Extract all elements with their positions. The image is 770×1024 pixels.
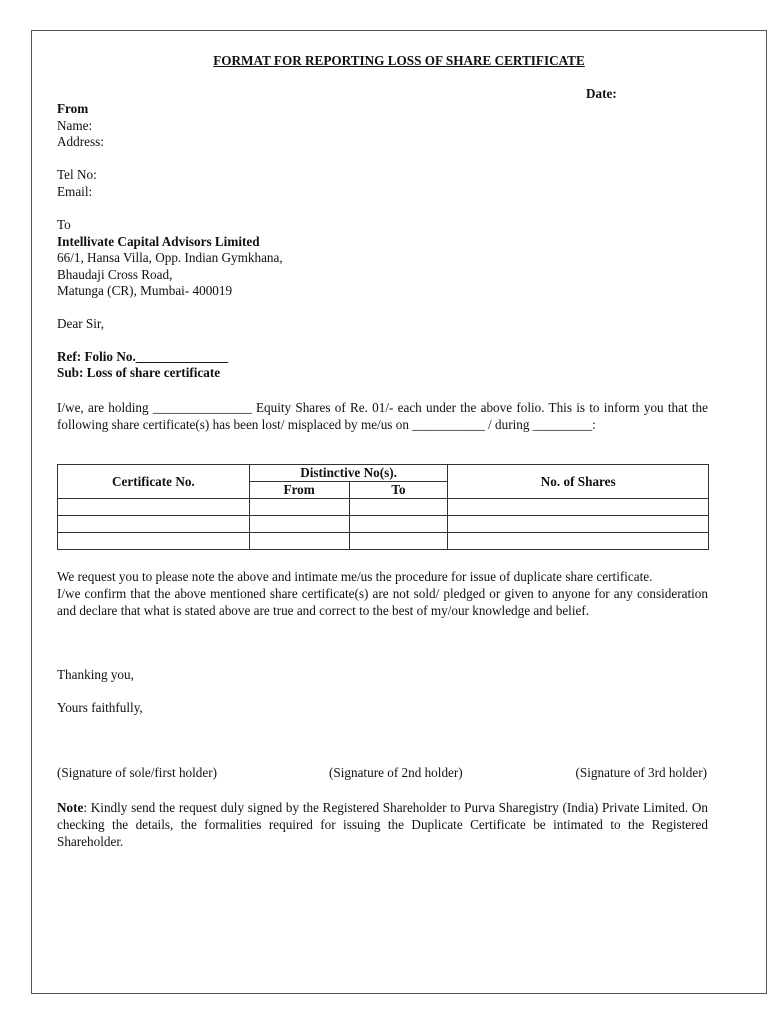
salutation: Dear Sir, bbox=[57, 316, 105, 331]
table-cell[interactable] bbox=[349, 516, 448, 533]
table-cell[interactable] bbox=[349, 533, 448, 550]
recipient-address-line-3: Matunga (CR), Mumbai- 400019 bbox=[57, 283, 233, 298]
table-cell[interactable] bbox=[249, 516, 349, 533]
confirmation-text: I/we confirm that the above mentioned share certificate(s) are not sold/ pledged or given to anyone for any consideration and declare that what is stated above are true and correct to the best of my/our knowledge and belief. bbox=[57, 586, 708, 618]
to-label: To bbox=[57, 217, 71, 232]
from-label: From bbox=[57, 101, 89, 116]
recipient-address-line-2: Bhaudaji Cross Road, bbox=[57, 267, 173, 282]
subject-line: Sub: Loss of share certificate bbox=[57, 365, 221, 380]
table-row bbox=[58, 499, 709, 516]
signature-second-holder: (Signature of 2nd holder) bbox=[329, 765, 463, 780]
table-cell[interactable] bbox=[249, 533, 349, 550]
column-header-from: From bbox=[249, 482, 349, 499]
table-cell[interactable] bbox=[249, 499, 349, 516]
column-header-distinctive-nos: Distinctive No(s). bbox=[249, 465, 448, 482]
table-cell[interactable] bbox=[448, 516, 709, 533]
note-text: : Kindly send the request duly signed by the Registered Shareholder to Purva Sharegistry (India) Private Limited. On checking the details, the formalities required for issuing the Duplicate Certificate be intimated to the Registered Shareholder. bbox=[57, 800, 708, 849]
table-cell[interactable] bbox=[448, 499, 709, 516]
date-label: Date: bbox=[586, 86, 617, 101]
signature-first-holder: (Signature of sole/first holder) bbox=[57, 765, 218, 780]
column-header-to: To bbox=[349, 482, 448, 499]
column-header-certificate-no: Certificate No. bbox=[58, 465, 250, 499]
recipient-company: Intellivate Capital Advisors Limited bbox=[57, 234, 260, 249]
reference-line: Ref: Folio No.______________ bbox=[57, 349, 229, 364]
body-paragraph: I/we, are holding _______________ Equity Shares of Re. 01/- each under the above folio. This is to inform you that the following share certificate(s) has been lost/ misplaced by me/us on ___________ / during _________: bbox=[57, 400, 708, 432]
certificate-table bbox=[57, 464, 709, 550]
recipient-address-line-1: 66/1, Hansa Villa, Opp. Indian Gymkhana, bbox=[57, 250, 283, 265]
request-paragraph bbox=[57, 568, 708, 619]
table-row bbox=[58, 533, 709, 550]
column-header-no-of-shares: No. of Shares bbox=[448, 465, 709, 499]
name-field-label: Name: bbox=[57, 118, 93, 133]
document-title: FORMAT FOR REPORTING LOSS OF SHARE CERTIFICATE bbox=[213, 53, 585, 68]
table-cell[interactable] bbox=[58, 533, 250, 550]
email-field-label: Email: bbox=[57, 184, 93, 199]
table-cell[interactable] bbox=[448, 533, 709, 550]
table-cell[interactable] bbox=[349, 499, 448, 516]
tel-field-label: Tel No: bbox=[57, 167, 97, 182]
closing-line: Yours faithfully, bbox=[57, 700, 143, 715]
address-field-label: Address: bbox=[57, 134, 104, 149]
table-row bbox=[58, 516, 709, 533]
note-label: Note bbox=[57, 800, 84, 815]
signature-third-holder: (Signature of 3rd holder) bbox=[575, 765, 707, 780]
thanking-line: Thanking you, bbox=[57, 667, 134, 682]
table-cell[interactable] bbox=[58, 516, 250, 533]
table-cell[interactable] bbox=[58, 499, 250, 516]
note-paragraph bbox=[57, 799, 708, 850]
document-page bbox=[31, 30, 767, 994]
request-text: We request you to please note the above and intimate me/us the procedure for issue of duplicate share certificate. bbox=[57, 569, 653, 584]
